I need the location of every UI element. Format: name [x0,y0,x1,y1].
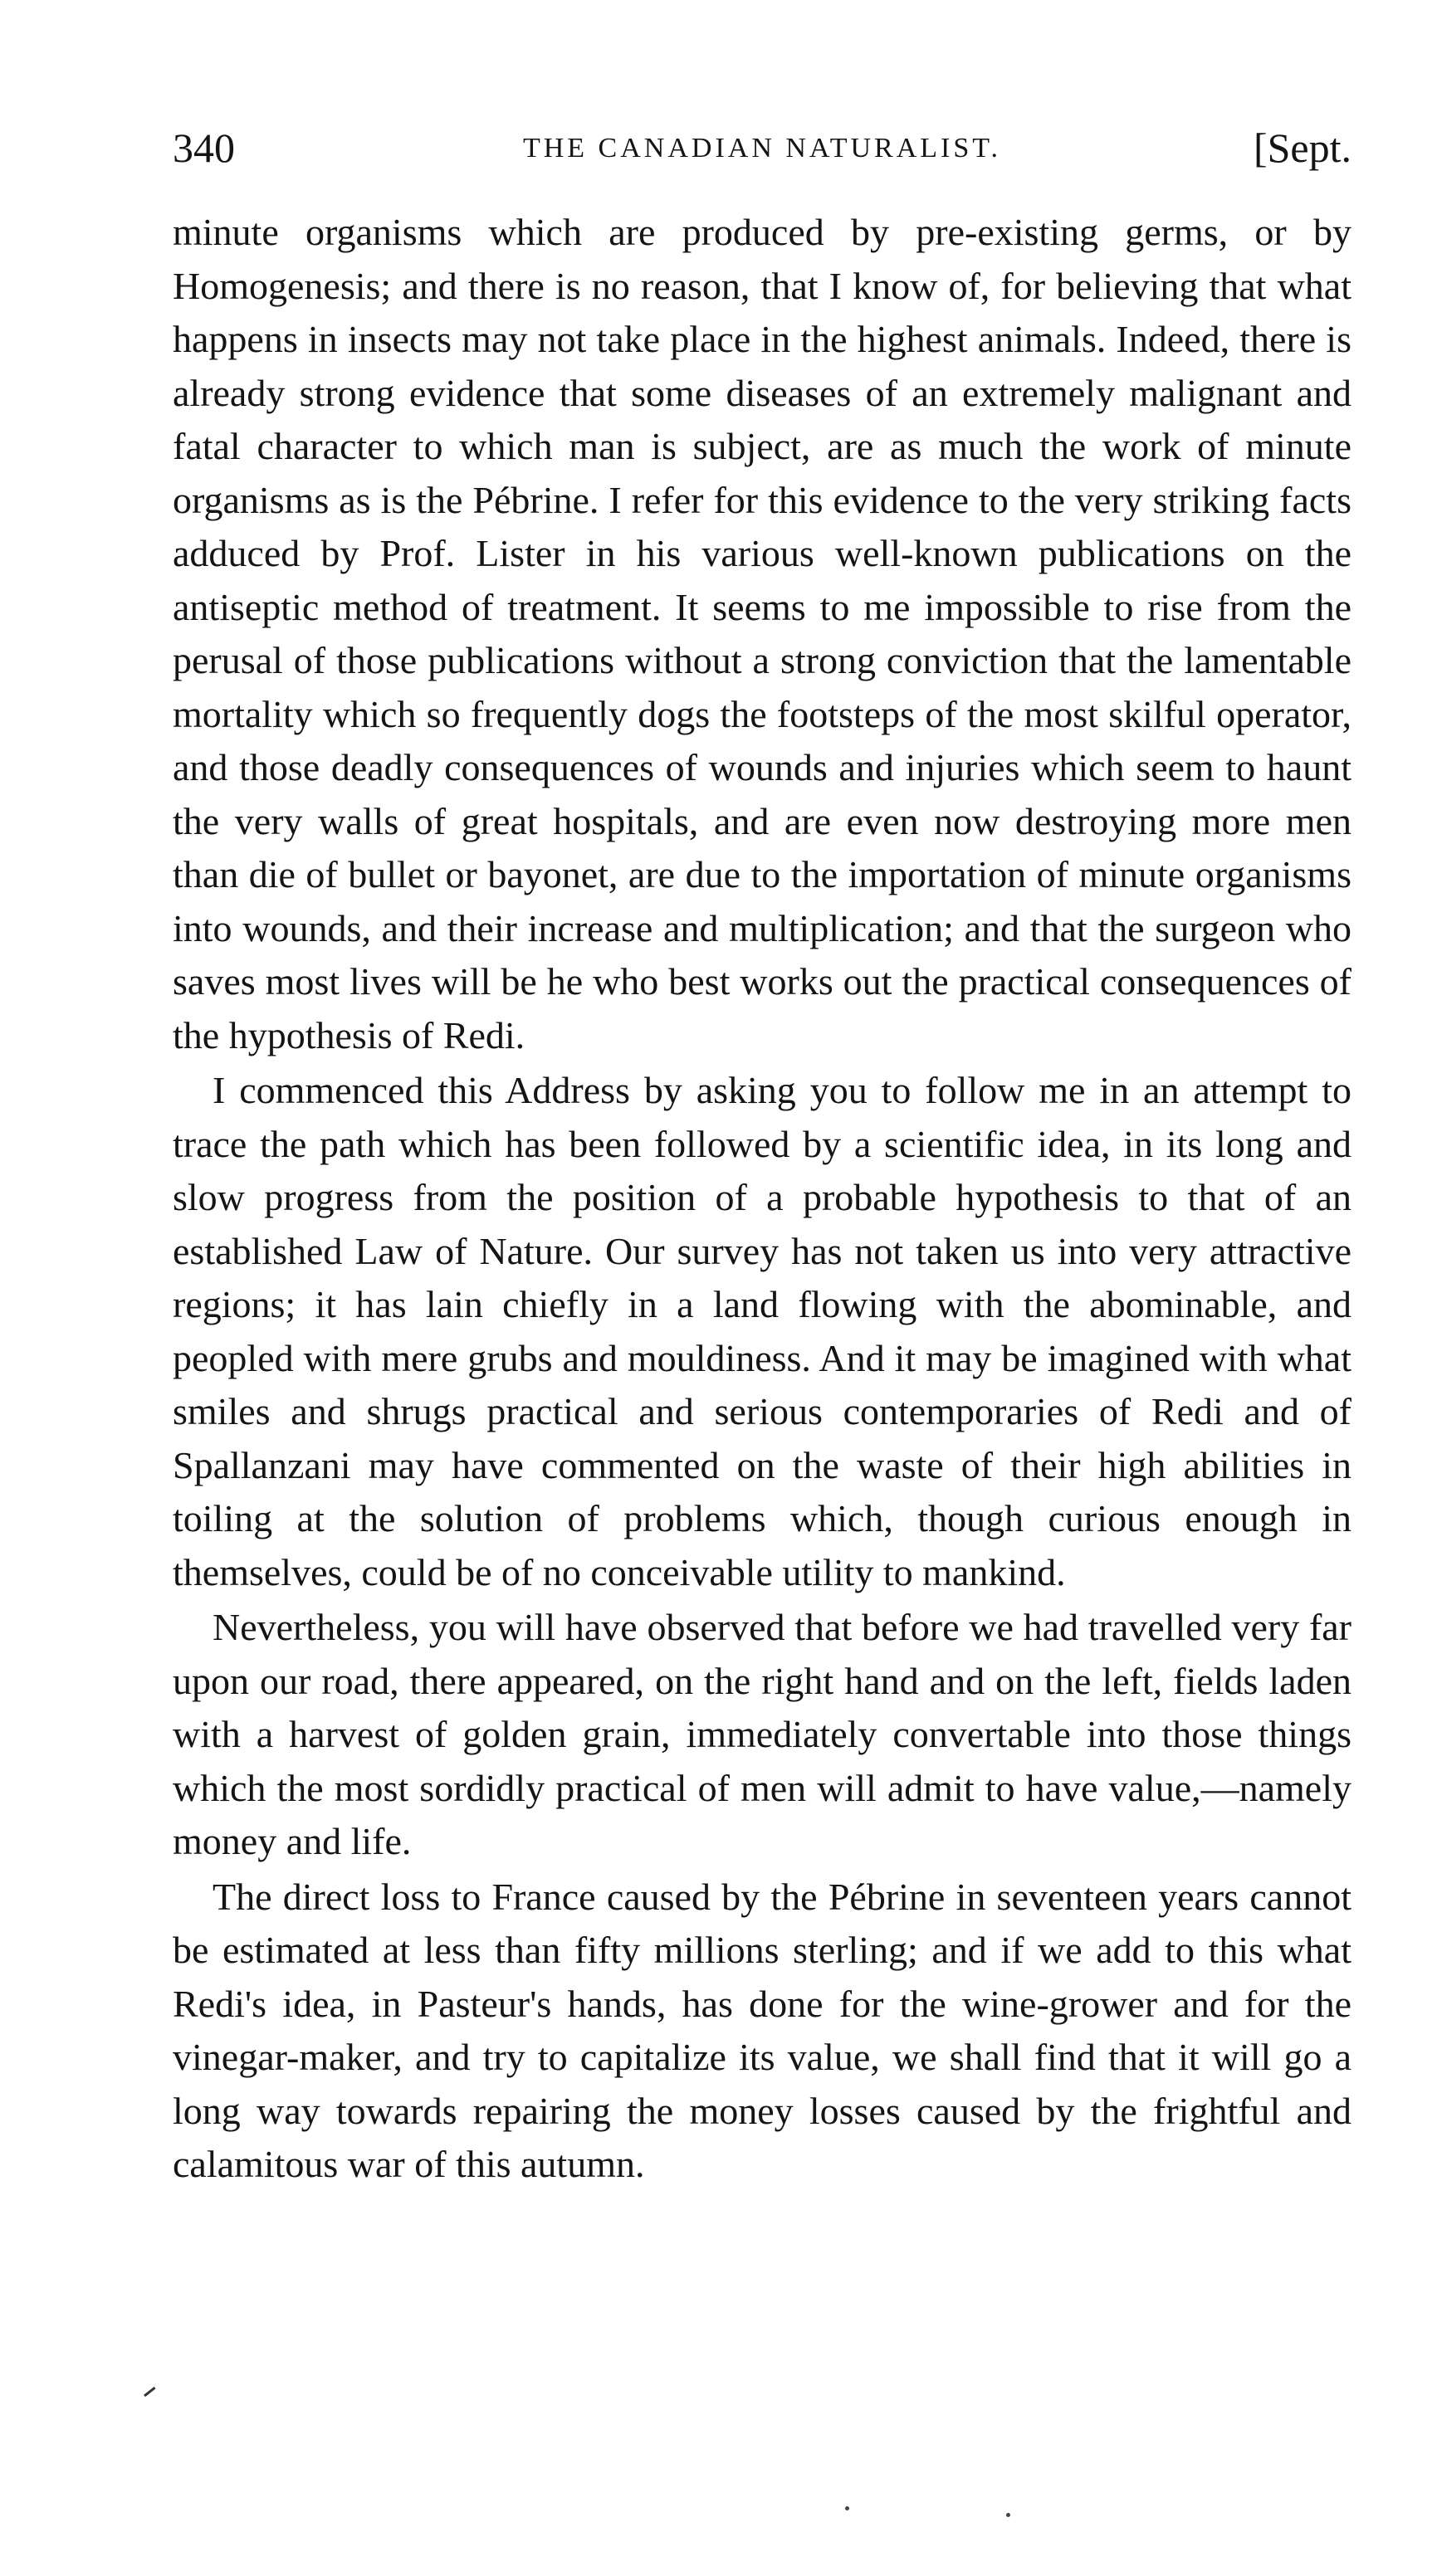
paragraph-3: Nevertheless, you will have observed that before we had travelled very far upon our road, there appeared, on the right hand and on the left, fields laden with a harvest of golden grain, immediately convertable into those things which the most sordidly practical of men will admit to have value,—namely money and life. [173,1606,1351,1862]
body-text [173,206,1351,2192]
print-speck [1006,2513,1010,2517]
page-number: 340 [173,124,235,171]
running-head-date: [Sept. [1253,124,1351,171]
paragraph-2: I commenced this Address by asking you to follow me in an attempt to trace the path which has been followed by a scientific idea, in its long and slow progress from the position of a probable hypothesis to that of an established Law of Nature. Our survey has not taken us into very attractive regions; it has lain chiefly in a land flowing with the abominable, and peopled with mere grubs and mouldiness. And it may be imagined with what smiles and shrugs practical and serious contemporaries of Redi and of Spallanzani may have commented on the waste of their high abilities in toiling at the solution of problems which, though curious enough in themselves, could be of no conceivable utility to mankind. [173,1069,1351,1593]
paragraph-1: minute organisms which are produced by pre-existing germs, or by Homogenesis; and there is no reason, that I know of, for believing that what happens in insects may not take place in the highest animals. Indeed, there is already strong evidence that some diseases of an extremely malignant and fatal character to which man is subject, are as much the work of minute organisms as is the Pébrine. I refer for this evidence to the very striking facts adduced by Prof. Lister in his various well-known publications on the antiseptic method of treatment. It seems to me impossible to rise from the perusal of those publications without a strong conviction that the lamentable mortality which so frequently dogs the footsteps of the most skilful operator, and those deadly consequences of wounds and injuries which seem to haunt the very walls of great hospitals, and are even now destroying more men than die of bullet or bayonet, are due to the importation of minute organisms into wounds, and their increase and multiplication; and that the surgeon who saves most lives will be he who best works out the practical consequences of the hypothesis of Redi. [173,211,1351,1056]
paragraph-4: The direct loss to France caused by the Pébrine in seventeen years cannot be estimated at less than fifty millions sterling; and if we add to this what Redi's idea, in Pasteur's hands, has done for the wine-grower and for the vinegar-maker, and try to capitalize its value, we shall find that it will go a long way towards repairing the money losses caused by the frightful and calamitous war of this autumn. [173,1875,1351,2185]
margin-mark [136,2378,155,2397]
running-head-title: THE CANADIAN NATURALIST. [522,133,1002,163]
page-header [173,123,1351,181]
print-speck [845,2506,849,2510]
